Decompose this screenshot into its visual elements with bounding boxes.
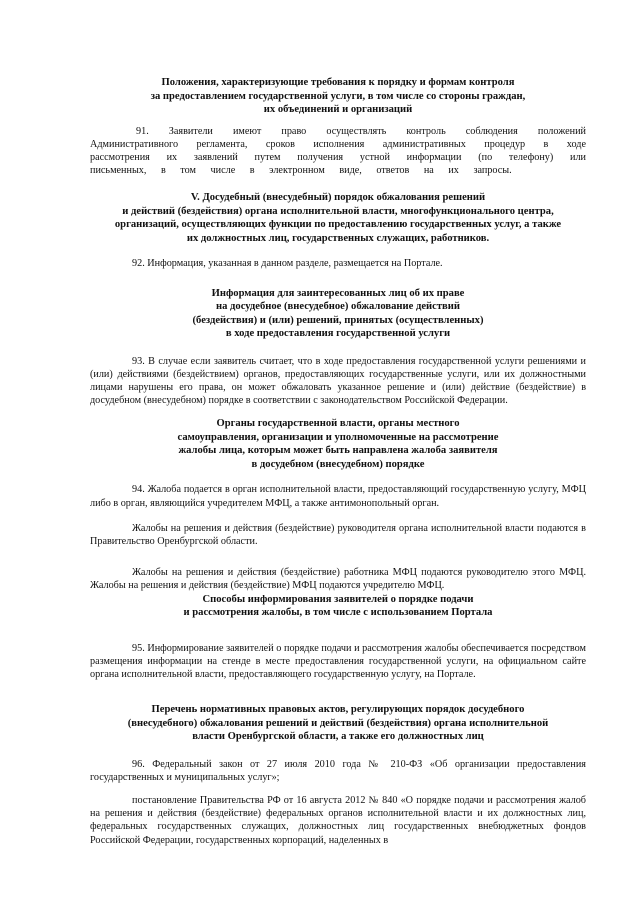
- heading-informing: [90, 593, 586, 620]
- paragraph-93: 93. В случае если заявитель считает, что в ходе предоставления государственной услуги решениями и (или) действиями (бездействием) органов, предоставляющих государственные услуги, или их должностными лицами нарушены его права, он может обжаловать указанное решение и (или) действие (бездействие) в досудебном (внесудебном) порядке в соответствии с законодательством Российской Федерации.: [90, 355, 586, 407]
- heading-line: Информация для заинтересованных лиц об их праве: [211, 287, 465, 299]
- heading-line: их объединений и организаций: [263, 104, 413, 115]
- heading-line: и действий (бездействия) органа исполнительной власти, многофункционального центра,: [122, 205, 554, 217]
- heading-control: [90, 76, 586, 117]
- heading-line: Способы информирования заявителей о порядке подачи: [202, 593, 474, 605]
- heading-line: самоуправления, организации и уполномоченные на рассмотрение: [177, 431, 499, 443]
- heading-line: Положения, характеризующие требования к порядку и формам контроля: [161, 77, 515, 88]
- paragraph-95: 95. Информирование заявителей о порядке подачи и рассмотрения жалобы обеспечивается посредством размещения информации на стенде в месте предоставления государственной услуги, на официальном сайте органа исполнительной власти, предоставляющего государственную услугу, на Портале.: [90, 642, 586, 680]
- paragraph-94b: Жалобы на решения и действия (бездействие) руководителя органа исполнительной власти подаются в Правительство Оренбургской области.: [90, 522, 586, 547]
- heading-line: власти Оренбургской области, а также его должностных лиц: [192, 731, 484, 743]
- heading-line: Органы государственной власти, органы местного: [216, 418, 460, 430]
- heading-line: за предоставлением государственной услуги, в том числе со стороны граждан,: [150, 90, 526, 102]
- paragraph-96: 96. Федеральный закон от 27 июля 2010 года № 210-ФЗ «Об организации предоставления государственных и муниципальных услуг»;: [90, 758, 586, 783]
- heading-line: их должностных лиц, государственных служащих, работников.: [186, 232, 490, 244]
- paragraph-91: 91. Заявители имеют право осуществлять контроль соблюдения положений Административного регламента, сроков исполнения административных процедур в ходе рассмотрения их заявлений путем получения устной информации (по телефону) или письменных, в том числе в электронном виде, ответов на их запросы.: [90, 125, 586, 177]
- paragraph-94c: Жалобы на решения и действия (бездействие) работника МФЦ подаются руководителю этого МФЦ. Жалобы на решения и действия (бездействие) МФЦ подаются учредителю МФЦ.: [90, 567, 586, 592]
- heading-authorities: [90, 417, 586, 471]
- heading-line: Перечень нормативных правовых актов, регулирующих порядок досудебного: [151, 704, 525, 716]
- heading-appeal-info: [90, 287, 586, 341]
- heading-line: (внесудебного) обжалования решений и действий (бездействия) органа исполнительной: [127, 717, 549, 729]
- heading-line: в ходе предоставления государственной услуги: [225, 328, 451, 340]
- heading-line: организаций, осуществляющих функции по предоставлению государственных услуг, а также: [114, 219, 562, 231]
- heading-section-v: [90, 191, 586, 245]
- heading-line: и рассмотрения жалобы, в том числе с использованием Портала: [183, 607, 493, 619]
- heading-legal-acts: [90, 703, 586, 744]
- paragraph-94: 94. Жалоба подается в орган исполнительной власти, предоставляющий государственную услугу, МФЦ либо в орган, являющийся учредителем МФЦ, а также антимонопольный орган.: [90, 484, 586, 509]
- heading-line: на досудебное (внесудебное) обжалование действий: [216, 301, 460, 313]
- heading-line: (бездействия) и (или) решений, принятых (осуществленных): [192, 314, 484, 326]
- heading-line: жалобы лица, которым может быть направлена жалоба заявителя: [178, 445, 498, 457]
- paragraph-92: 92. Информация, указанная в данном разделе, размещается на Портале.: [132, 258, 443, 270]
- heading-line: V. Досудебный (внесудебный) порядок обжалования решений: [190, 192, 486, 204]
- paragraph-96b: постановление Правительства РФ от 16 августа 2012 № 840 «О порядке подачи и рассмотрения жалоб на решения и действия (бездействие) федеральных органов исполнительной власти и их должностных лиц, федеральных государственных служащих, должностных лиц государственных внебюджетных фондов Российской Федерации, государственных корпораций, наделенных в: [90, 795, 586, 846]
- heading-line: в досудебном (внесудебном) порядке: [251, 458, 425, 470]
